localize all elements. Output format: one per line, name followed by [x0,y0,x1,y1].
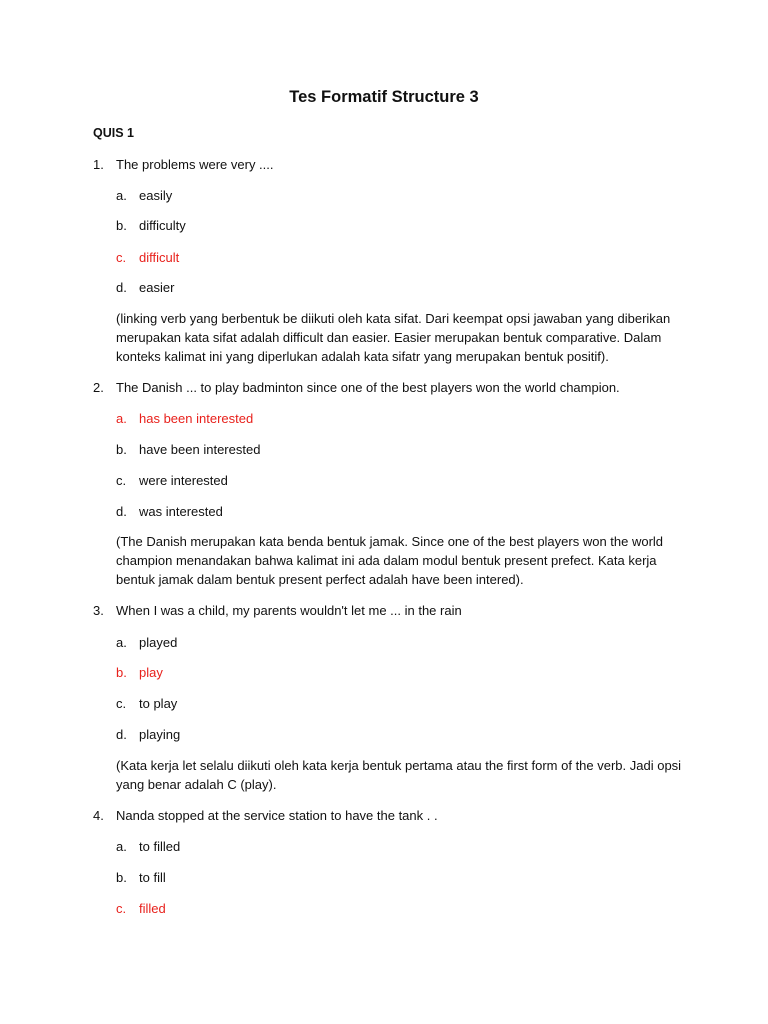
option-letter: d. [116,280,127,295]
option-letter: b. [116,870,127,885]
option-text: easily [139,188,173,203]
option-text: has been interested [139,411,254,426]
document-title: Tes Formatif Structure 3 [289,88,479,106]
option-text: difficulty [139,218,186,233]
option-letter: a. [116,635,127,650]
question-2-explanation: (The Danish merupakan kata benda bentuk jamak. Since one of the best players won the world champion menandakan bahwa kalimat ini ada dalam modul bentuk present prefect. Kata kerja bentuk jamak dalam bentuk present perfect adalah have been intered). [116,534,664,587]
option-text: to fill [139,870,166,885]
option-text: to filled [139,839,181,854]
option-text: play [139,665,163,680]
question-text: The problems were very .... [116,157,274,172]
option-text: easier [139,280,175,295]
option-text: to play [139,696,178,711]
option-letter: b. [116,442,127,457]
question-text: When I was a child, my parents wouldn't let me ... in the rain [116,603,462,618]
option-letter: c. [116,473,127,488]
question-text: The Danish ... to play badminton since one of the best players won the world champion. [116,380,620,395]
option-letter: a. [116,411,127,426]
option-text: have been interested [139,442,261,457]
question-text: Nanda stopped at the service station to have the tank . . [116,808,438,823]
option-letter: b. [116,665,127,680]
option-text: were interested [139,473,228,488]
option-letter: d. [116,727,127,742]
option-letter: a. [116,188,127,203]
option-letter: c. [116,901,127,916]
option-letter: d. [116,504,127,519]
question-number: 1. [93,157,104,172]
option-letter: b. [116,218,127,233]
option-text: played [139,635,178,650]
option-text: difficult [139,250,180,265]
question-3-explanation: (Kata kerja let selalu diikuti oleh kata kerja bentuk pertama atau the first form of the verb. Jadi opsi yang benar adalah C (play). [116,758,682,792]
quiz-section-label: QUIS 1 [93,126,134,140]
option-text: filled [139,901,166,916]
option-text: was interested [139,504,223,519]
option-letter: a. [116,839,127,854]
question-number: 2. [93,380,104,395]
option-letter: c. [116,250,127,265]
option-letter: c. [116,696,127,711]
question-number: 4. [93,808,104,823]
question-number: 3. [93,603,104,618]
option-text: playing [139,727,181,742]
question-1-explanation: (linking verb yang berbentuk be diikuti oleh kata sifat. Dari keempat opsi jawaban yang diberikan merupakan kata sifat adalah difficult dan easier. Easier merupakan bentuk comparative. Dalam konteks kalimat ini yang diperlukan adalah kata sifatr yang merupakan bentuk positif). [116,311,671,364]
